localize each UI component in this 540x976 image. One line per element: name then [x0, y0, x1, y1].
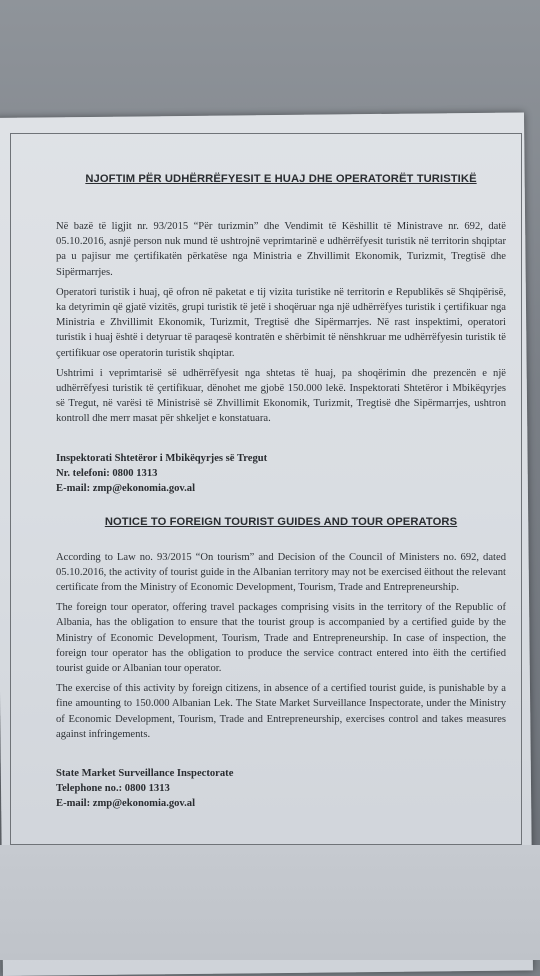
english-notice: [56, 516, 506, 811]
english-signature-phone: Telephone no.: 0800 1313: [56, 783, 170, 795]
albanian-paragraph-2: Operatori turistik i huaj, që ofron në paketat e tij vizita turistike në territorin e Republikës së Shqipërisë, ka detyrimin që gjatë vizitës, grupi turistik të jetë i shoqëruar nga një udhërrëfyes turistik i çertifikuar nga Ministria e Zhvillimit Ekonomik, Turizmit, Tregtisë dhe Sipërmarrjes. Në rast inspektimi, operatori turistik i huaj është i detyruar të paraqesë kontratën e shërbimit të nënshkruar me udhërrëfyesin turistik të çertifikuar ose operatorin turistik shqiptar.: [56, 286, 506, 359]
english-signature-organization: State Market Surveillance Inspectorate: [56, 768, 234, 780]
english-signature: [56, 766, 506, 811]
albanian-signature: [56, 451, 506, 496]
paper-lower-area: [0, 845, 540, 960]
english-paragraph-3: The exercise of this activity by foreign citizens, in absence of a certified tourist guide, is punishable by a fine amounting to 150.000 Albanian Lek. The State Market Surveillance Inspectorate, under the Ministry of Economic Development, Tourism, Trade and Entrepreneurship, exercises control and takes measures against infringements.: [56, 683, 506, 740]
albanian-notice: [56, 173, 506, 496]
albanian-notice-title: NJOFTIM PËR UDHËRRËFYESIT E HUAJ DHE OPERATORËT TURISTIKË: [85, 173, 477, 185]
english-paragraph-2: The foreign tour operator, offering travel packages comprising visits in the territory of the Republic of Albania, has the obligation to ensure that the tourist group is accompanied by a certified guide by the Ministry of Economic Development, Tourism, Trade and Entrepreneurship. In case of inspection, the foreign tour operator has the obligation to produce the service contract entered into ëith the certified tourist guide or Albanian tour operator.: [56, 602, 506, 675]
albanian-signature-phone: Nr. telefoni: 0800 1313: [56, 467, 158, 479]
notice-document: [56, 173, 506, 811]
albanian-signature-email: E-mail: zmp@ekonomia.gov.al: [56, 482, 196, 494]
albanian-paragraph-1: Në bazë të ligjit nr. 93/2015 “Për turizmin” dhe Vendimit të Këshillit të Ministrave nr. 692, datë 05.10.2016, asnjë person nuk mund të ushtrojnë veprimtarinë e udhërrëfyesit turistik në territorin shqiptar pa u pajisur me çertifikatën përkatëse nga Ministria e Zhvillimit Ekonomik, Turizmit, Tregtisë dhe Sipërmarrjes.: [56, 221, 506, 278]
english-paragraph-1: According to Law no. 93/2015 “On tourism” and Decision of the Council of Ministers no. 692, dated 05.10.2016, the activity of tourist guide in the Albanian territory may not be exercised ëithout the relevant certificate from the Ministry of Economic Development, Tourism, Trade and Entrepreneurship.: [56, 551, 506, 594]
albanian-signature-organization: Inspektorati Shtetëror i Mbikëqyrjes së Tregut: [56, 452, 268, 464]
albanian-paragraph-3: Ushtrimi i veprimtarisë së udhërrëfyesit nga shtetas të huaj, pa shoqërimin dhe prezencën e një udhërrëfyesi turistik të çertifikuar, dënohet me gjobë 150.000 lekë. Inspektorati Shtetëror i Mbikëqyrjes së Tregut, në varësi të Ministrisë së Zhvillimit Ekonomik, Turizmit, Tregtisë dhe Sipërmarrjes, ushtron kontroll dhe merr masat për shkeljet e konstatuara.: [56, 367, 506, 425]
english-notice-title: NOTICE TO FOREIGN TOURIST GUIDES AND TOUR OPERATORS: [104, 515, 458, 528]
english-signature-email: E-mail: zmp@ekonomia.gov.al: [56, 798, 196, 810]
